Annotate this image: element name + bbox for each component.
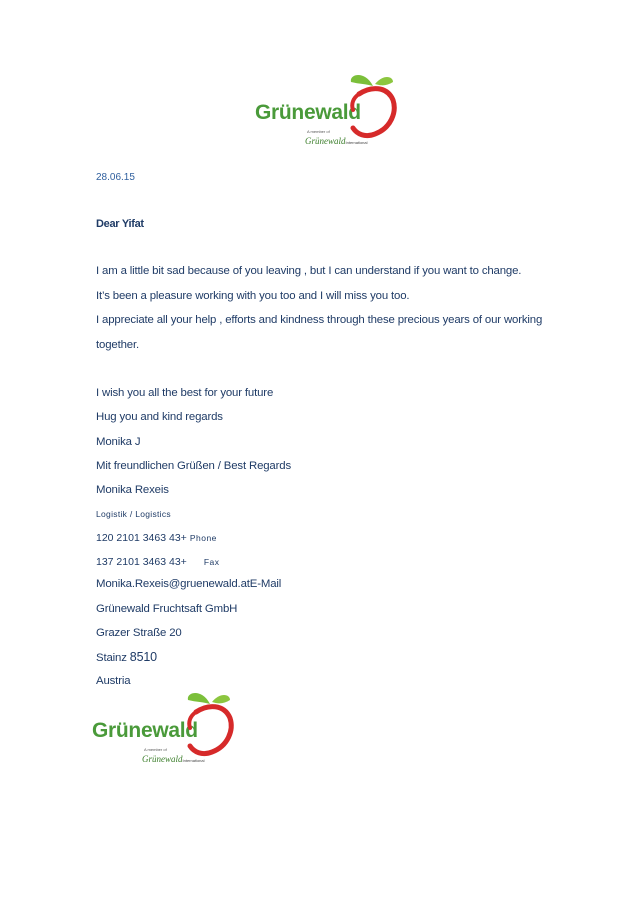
signature-fax [96, 556, 220, 568]
gruenewald-logo-top [255, 72, 405, 152]
apple-icon [335, 72, 405, 142]
gruenewald-logo-bottom [92, 690, 242, 770]
signature-department: Logistik / Logistics [96, 509, 171, 519]
fax-number: 137 2101 3463 43+ [96, 556, 187, 568]
logo-brand-text: Grünewald [255, 101, 361, 124]
logo-group-name: Grünewald [142, 754, 183, 764]
zip-code: 8510 [129, 650, 157, 664]
greeting: Dear Yifat [96, 218, 144, 230]
logo-group-suffix: International [182, 758, 205, 763]
apple-icon [172, 690, 242, 760]
signature-email[interactable]: Monika.Rexeis@gruenewald.atE-Mail [96, 578, 282, 590]
body-line: It’s been a pleasure working with you too and I will miss you too. [96, 290, 410, 302]
logo-brand-text: Grünewald [92, 719, 198, 742]
closing-line: Hug you and kind regards [96, 411, 223, 423]
letter-date: 28.06.15 [96, 172, 135, 183]
city-name: Stainz [96, 652, 127, 664]
logo-group-suffix: International [345, 140, 368, 145]
signature-country: Austria [96, 675, 131, 687]
signature-city [96, 650, 157, 664]
phone-number: 120 2101 3463 43+ [96, 532, 187, 544]
body-line: I am a little bit sad because of you leaving , but I can understand if you want to change. [96, 265, 522, 277]
signature-phone [96, 532, 217, 544]
closing-line: Monika J [96, 436, 141, 448]
logo-member-text: A member of [307, 129, 330, 134]
closing-line: I wish you all the best for your future [96, 387, 274, 399]
body-line: I appreciate all your help , efforts and kindness through these precious years of our working [96, 314, 543, 326]
logo-group-text [305, 136, 368, 146]
phone-label: Phone [189, 533, 217, 543]
signature-company: Grünewald Fruchtsaft GmbH [96, 603, 238, 615]
body-line: together. [96, 339, 139, 351]
logo-group-text [142, 754, 205, 764]
logo-group-name: Grünewald [305, 136, 346, 146]
signature-name: Monika Rexeis [96, 484, 169, 496]
fax-label: Fax [203, 557, 220, 567]
logo-member-text: A member of [144, 747, 167, 752]
signature-regards: Mit freundlichen Grüßen / Best Regards [96, 460, 291, 472]
signature-street: Grazer Straße 20 [96, 627, 182, 639]
